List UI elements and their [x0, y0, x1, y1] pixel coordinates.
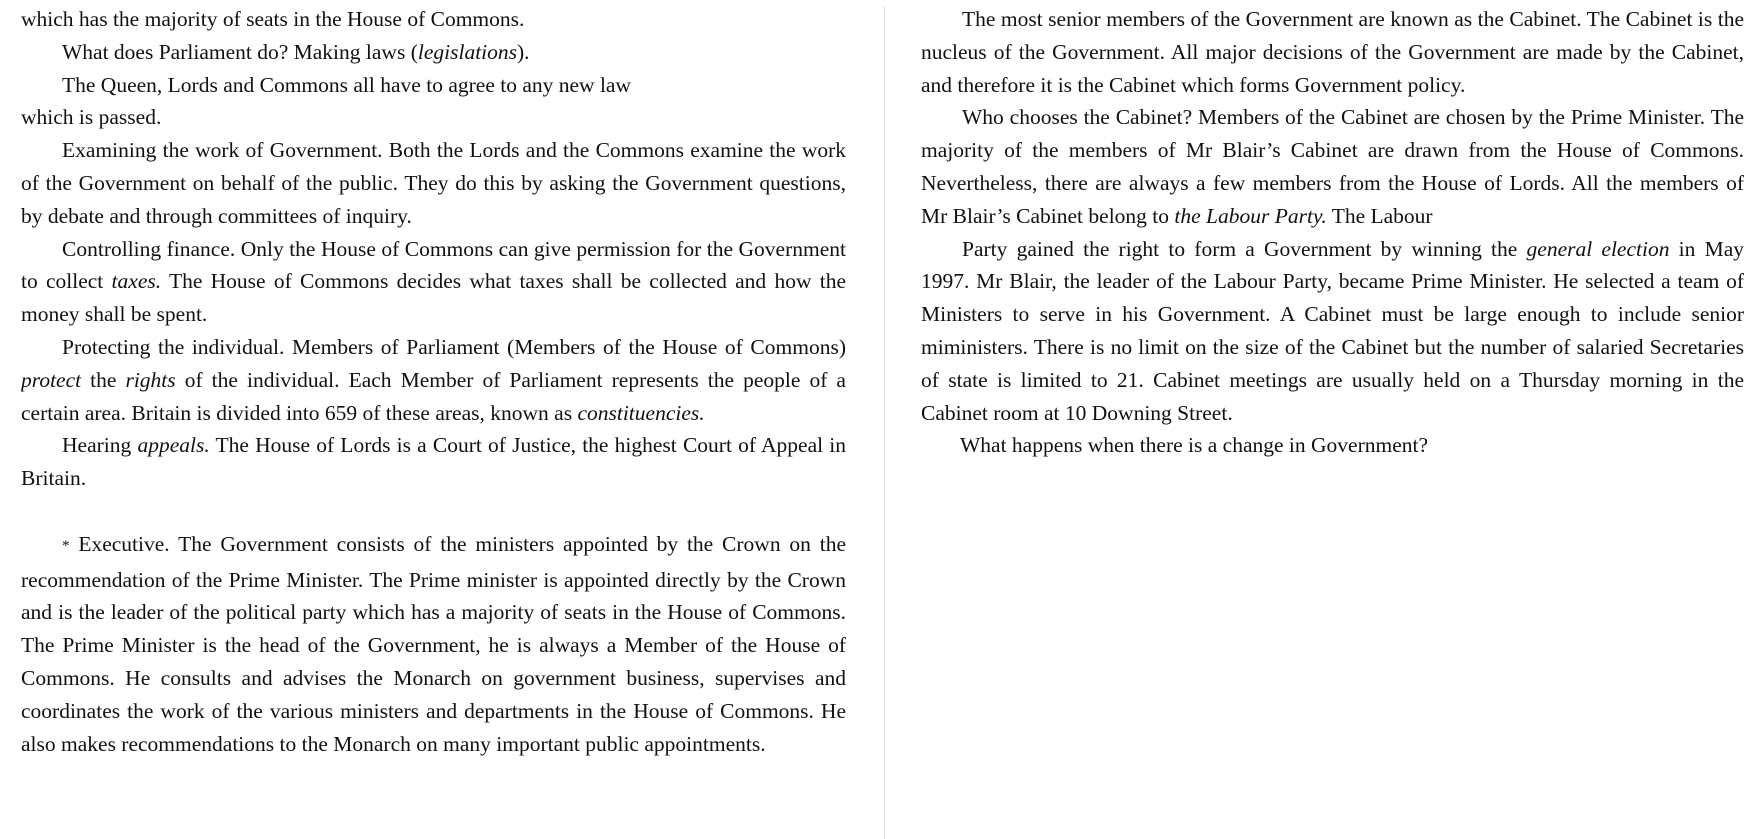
- protecting-tail: of the individual. Each Member of Parliament represents the people of a certain area. Britain is divided into 659 of these areas, known as: [21, 367, 846, 425]
- finance-tail: The House of Commons decides what taxes shall be collected and how the money shall be spent.: [21, 269, 846, 327]
- labour-party-term: the Labour Party.: [1174, 203, 1327, 228]
- paragraph-change-question: What happens when there is a change in Government?: [960, 433, 1429, 458]
- cabinet-choice-tail: The Labour: [1326, 203, 1433, 228]
- paragraph-making-laws: [21, 36, 846, 69]
- column-divider: [884, 6, 885, 839]
- paragraph-protecting-individual: [21, 331, 846, 429]
- paragraph-agree-law: The Queen, Lords and Commons all have to agree to any new law which is passed.: [21, 72, 631, 130]
- making-laws-lead: What does Parliament do? Making laws (: [62, 39, 418, 64]
- rights-term: rights: [125, 367, 176, 392]
- protect-term: protect: [21, 367, 82, 392]
- asterisk-bullet: *: [62, 537, 70, 554]
- right-text-column: [921, 0, 1744, 839]
- finance-lead: Controlling finance. Only the House of Commons can give permission for the Government to collect: [21, 236, 846, 294]
- paragraph-gap: [21, 495, 846, 528]
- cabinet-choice-lead: Who chooses the Cabinet? Members of the Cabinet are chosen by the Prime Minister. The majority of the members of Mr Blair’s Cabinet are drawn from the House of Commons. Nevertheless, there are always a few members from the House of Lords. All the members of Mr Blair’s Cabinet belong to: [921, 105, 1744, 228]
- paragraph-examining-government: Examining the work of Government. Both the Lords and the Commons examine the work of the Government on behalf of the public. They do this by asking the Government questions, by debate and through committees of inquiry.: [21, 138, 846, 228]
- paragraph-continuation: which has the majority of seats in the House of Commons.: [21, 7, 525, 31]
- taxes-term: taxes.: [111, 269, 162, 294]
- paragraph-hearing-appeals: [21, 429, 846, 495]
- paragraph-cabinet-intro: The most senior members of the Government are known as the Cabinet. The Cabinet is the nucleus of the Government. All major decisions of the Government are made by the Cabinet, and therefore it is the Cabinet which forms Government policy.: [921, 7, 1744, 97]
- paragraph-labour-government: [921, 233, 1744, 430]
- general-election-term: general election: [1526, 236, 1670, 261]
- protecting-mid: the: [81, 367, 126, 392]
- constituencies-term: constituencies.: [577, 400, 705, 425]
- executive-text: Executive. The Government consists of the ministers appointed by the Crown on the recommendation of the Prime Minister. The Prime minister is appointed directly by the Crown and is the leader of the political party which has a majority of seats in the House of Commons. The Prime Minister is the head of the Government, he is always a Member of the House of Commons. He consults and advises the Monarch on government business, supervises and coordinates the work of the various ministers and departments in the House of Commons. He also makes recommendations to the Monarch on many important public appointments.: [21, 531, 846, 756]
- paragraph-executive: [21, 528, 846, 761]
- paragraph-who-chooses-cabinet: [921, 101, 1744, 232]
- appeals-term: appeals.: [137, 433, 210, 458]
- paragraph-controlling-finance: [21, 233, 846, 331]
- labour-tail: in May 1997. Mr Blair, the leader of the Labour Party, became Prime Minister. He selected a team of Ministers to serve in his Government. A Cabinet must be large enough to include senior miministers. There is no limit on the size of the Cabinet but the number of salaried Secretaries of state is limited to 21. Cabinet meetings are usually held on a Thursday morning in the Cabinet room at 10 Downing Street.: [921, 236, 1744, 425]
- appeals-tail: The House of Lords is a Court of Justice, the highest Court of Appeal in Britain.: [21, 433, 846, 491]
- labour-lead: Party gained the right to form a Government by winning the: [962, 236, 1527, 261]
- legislations-term: legislations: [417, 39, 518, 64]
- appeals-lead: Hearing: [62, 433, 138, 458]
- making-laws-tail: ).: [517, 39, 530, 64]
- protecting-lead: Protecting the individual. Members of Parliament (Members of the House of Commons): [62, 334, 846, 359]
- left-text-column: [21, 0, 846, 839]
